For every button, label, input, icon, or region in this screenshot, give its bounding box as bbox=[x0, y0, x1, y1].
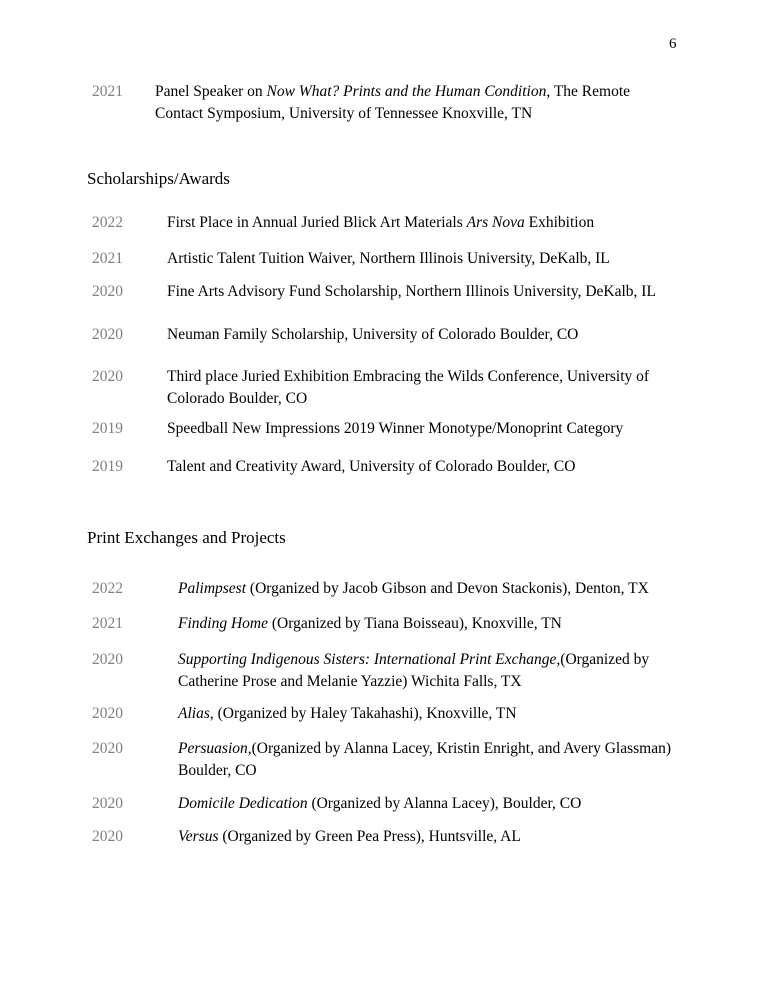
entry-year: 2020 bbox=[92, 326, 123, 343]
entry-year: 2020 bbox=[92, 651, 123, 668]
page-number: 6 bbox=[669, 36, 677, 52]
entry-year: 2021 bbox=[92, 615, 123, 632]
section-heading-print-exchanges: Print Exchanges and Projects bbox=[87, 528, 286, 547]
text-segment: Third place Juried Exhibition Embracing the Wilds Conference, University of Colorado Boulder, CO bbox=[167, 368, 650, 407]
text-segment: Finding Home bbox=[178, 615, 268, 632]
text-segment: Persuasion, bbox=[178, 740, 252, 757]
entry-year: 2019 bbox=[92, 420, 123, 437]
entry-row bbox=[0, 81, 766, 125]
text-segment: (Organized by Jacob Gibson and Devon Stackonis), Denton, TX bbox=[246, 580, 649, 597]
entry-row bbox=[0, 248, 766, 270]
entry-row bbox=[0, 281, 766, 303]
text-segment: Artistic Talent Tuition Waiver, Northern Illinois University, DeKalb, IL bbox=[167, 250, 610, 267]
entry-row bbox=[0, 418, 766, 440]
entry-row bbox=[0, 366, 766, 410]
text-segment: Domicile Dedication bbox=[178, 795, 308, 812]
entry-row bbox=[0, 456, 766, 478]
entry-text bbox=[178, 613, 708, 635]
text-segment: Talent and Creativity Award, University of Colorado Boulder, CO bbox=[167, 458, 576, 475]
entry-year: 2022 bbox=[92, 580, 123, 597]
text-segment: Ars Nova bbox=[466, 214, 525, 231]
entry-year: 2020 bbox=[92, 740, 123, 757]
entry-row bbox=[0, 738, 766, 782]
section-heading-scholarships-awards: Scholarships/Awards bbox=[87, 169, 230, 188]
entry-row bbox=[0, 649, 766, 693]
entry-row bbox=[0, 613, 766, 635]
entry-year: 2020 bbox=[92, 828, 123, 845]
entry-year: 2020 bbox=[92, 705, 123, 722]
text-segment: Fine Arts Advisory Fund Scholarship, Northern Illinois University, DeKalb, IL bbox=[167, 283, 656, 300]
text-segment: Palimpsest bbox=[178, 580, 247, 597]
entry-text bbox=[178, 578, 708, 600]
entry-text bbox=[167, 366, 657, 410]
entry-row bbox=[0, 578, 766, 600]
entry-year: 2021 bbox=[92, 250, 123, 267]
entry-year: 2020 bbox=[92, 795, 123, 812]
text-segment: First Place in Annual Juried Blick Art Materials bbox=[167, 214, 467, 231]
text-segment: Now What? Prints and the Human Condition bbox=[266, 83, 547, 100]
text-segment: (Organized by Green Pea Press), Huntsville, AL bbox=[218, 828, 521, 845]
entry-text bbox=[167, 324, 657, 346]
entry-text bbox=[167, 281, 657, 303]
entry-year: 2020 bbox=[92, 283, 123, 300]
entry-text bbox=[167, 248, 657, 270]
text-segment: , The Remote Contact Symposium, University of Tennessee Knoxville, TN bbox=[155, 83, 631, 122]
text-segment: Exhibition bbox=[524, 214, 595, 231]
text-segment: Neuman Family Scholarship, University of Colorado Boulder, CO bbox=[167, 326, 579, 343]
entry-year: 2020 bbox=[92, 368, 123, 385]
entry-year: 2021 bbox=[92, 83, 123, 100]
text-segment: Panel Speaker on bbox=[155, 83, 267, 100]
entry-text bbox=[178, 826, 708, 848]
entry-row bbox=[0, 212, 766, 234]
entry-text bbox=[178, 703, 708, 725]
entry-text bbox=[167, 212, 657, 234]
text-segment: , (Organized by Haley Takahashi), Knoxville, TN bbox=[209, 705, 517, 722]
entry-text bbox=[155, 81, 635, 125]
text-segment: Versus bbox=[178, 828, 219, 845]
text-segment: Alias bbox=[178, 705, 210, 722]
entry-year: 2022 bbox=[92, 214, 123, 231]
entry-text bbox=[178, 793, 708, 815]
text-segment: (Organized by Alanna Lacey, Kristin Enright, and Avery Glassman) Boulder, CO bbox=[178, 740, 672, 779]
entry-row bbox=[0, 703, 766, 725]
text-segment: (Organized by Tiana Boisseau), Knoxville, TN bbox=[267, 615, 562, 632]
text-segment: (Organized by Catherine Prose and Melanie Yazzie) Wichita Falls, TX bbox=[178, 651, 650, 690]
text-segment: (Organized by Alanna Lacey), Boulder, CO bbox=[307, 795, 582, 812]
entry-row bbox=[0, 826, 766, 848]
entry-text bbox=[178, 649, 708, 693]
entry-text bbox=[167, 418, 657, 440]
text-segment: Speedball New Impressions 2019 Winner Monotype/Monoprint Category bbox=[167, 420, 624, 437]
entry-year: 2019 bbox=[92, 458, 123, 475]
entry-text bbox=[167, 456, 657, 478]
entry-row bbox=[0, 324, 766, 346]
entry-text bbox=[178, 738, 708, 782]
text-segment: Supporting Indigenous Sisters: International Print Exchange, bbox=[178, 651, 561, 668]
entry-row bbox=[0, 793, 766, 815]
